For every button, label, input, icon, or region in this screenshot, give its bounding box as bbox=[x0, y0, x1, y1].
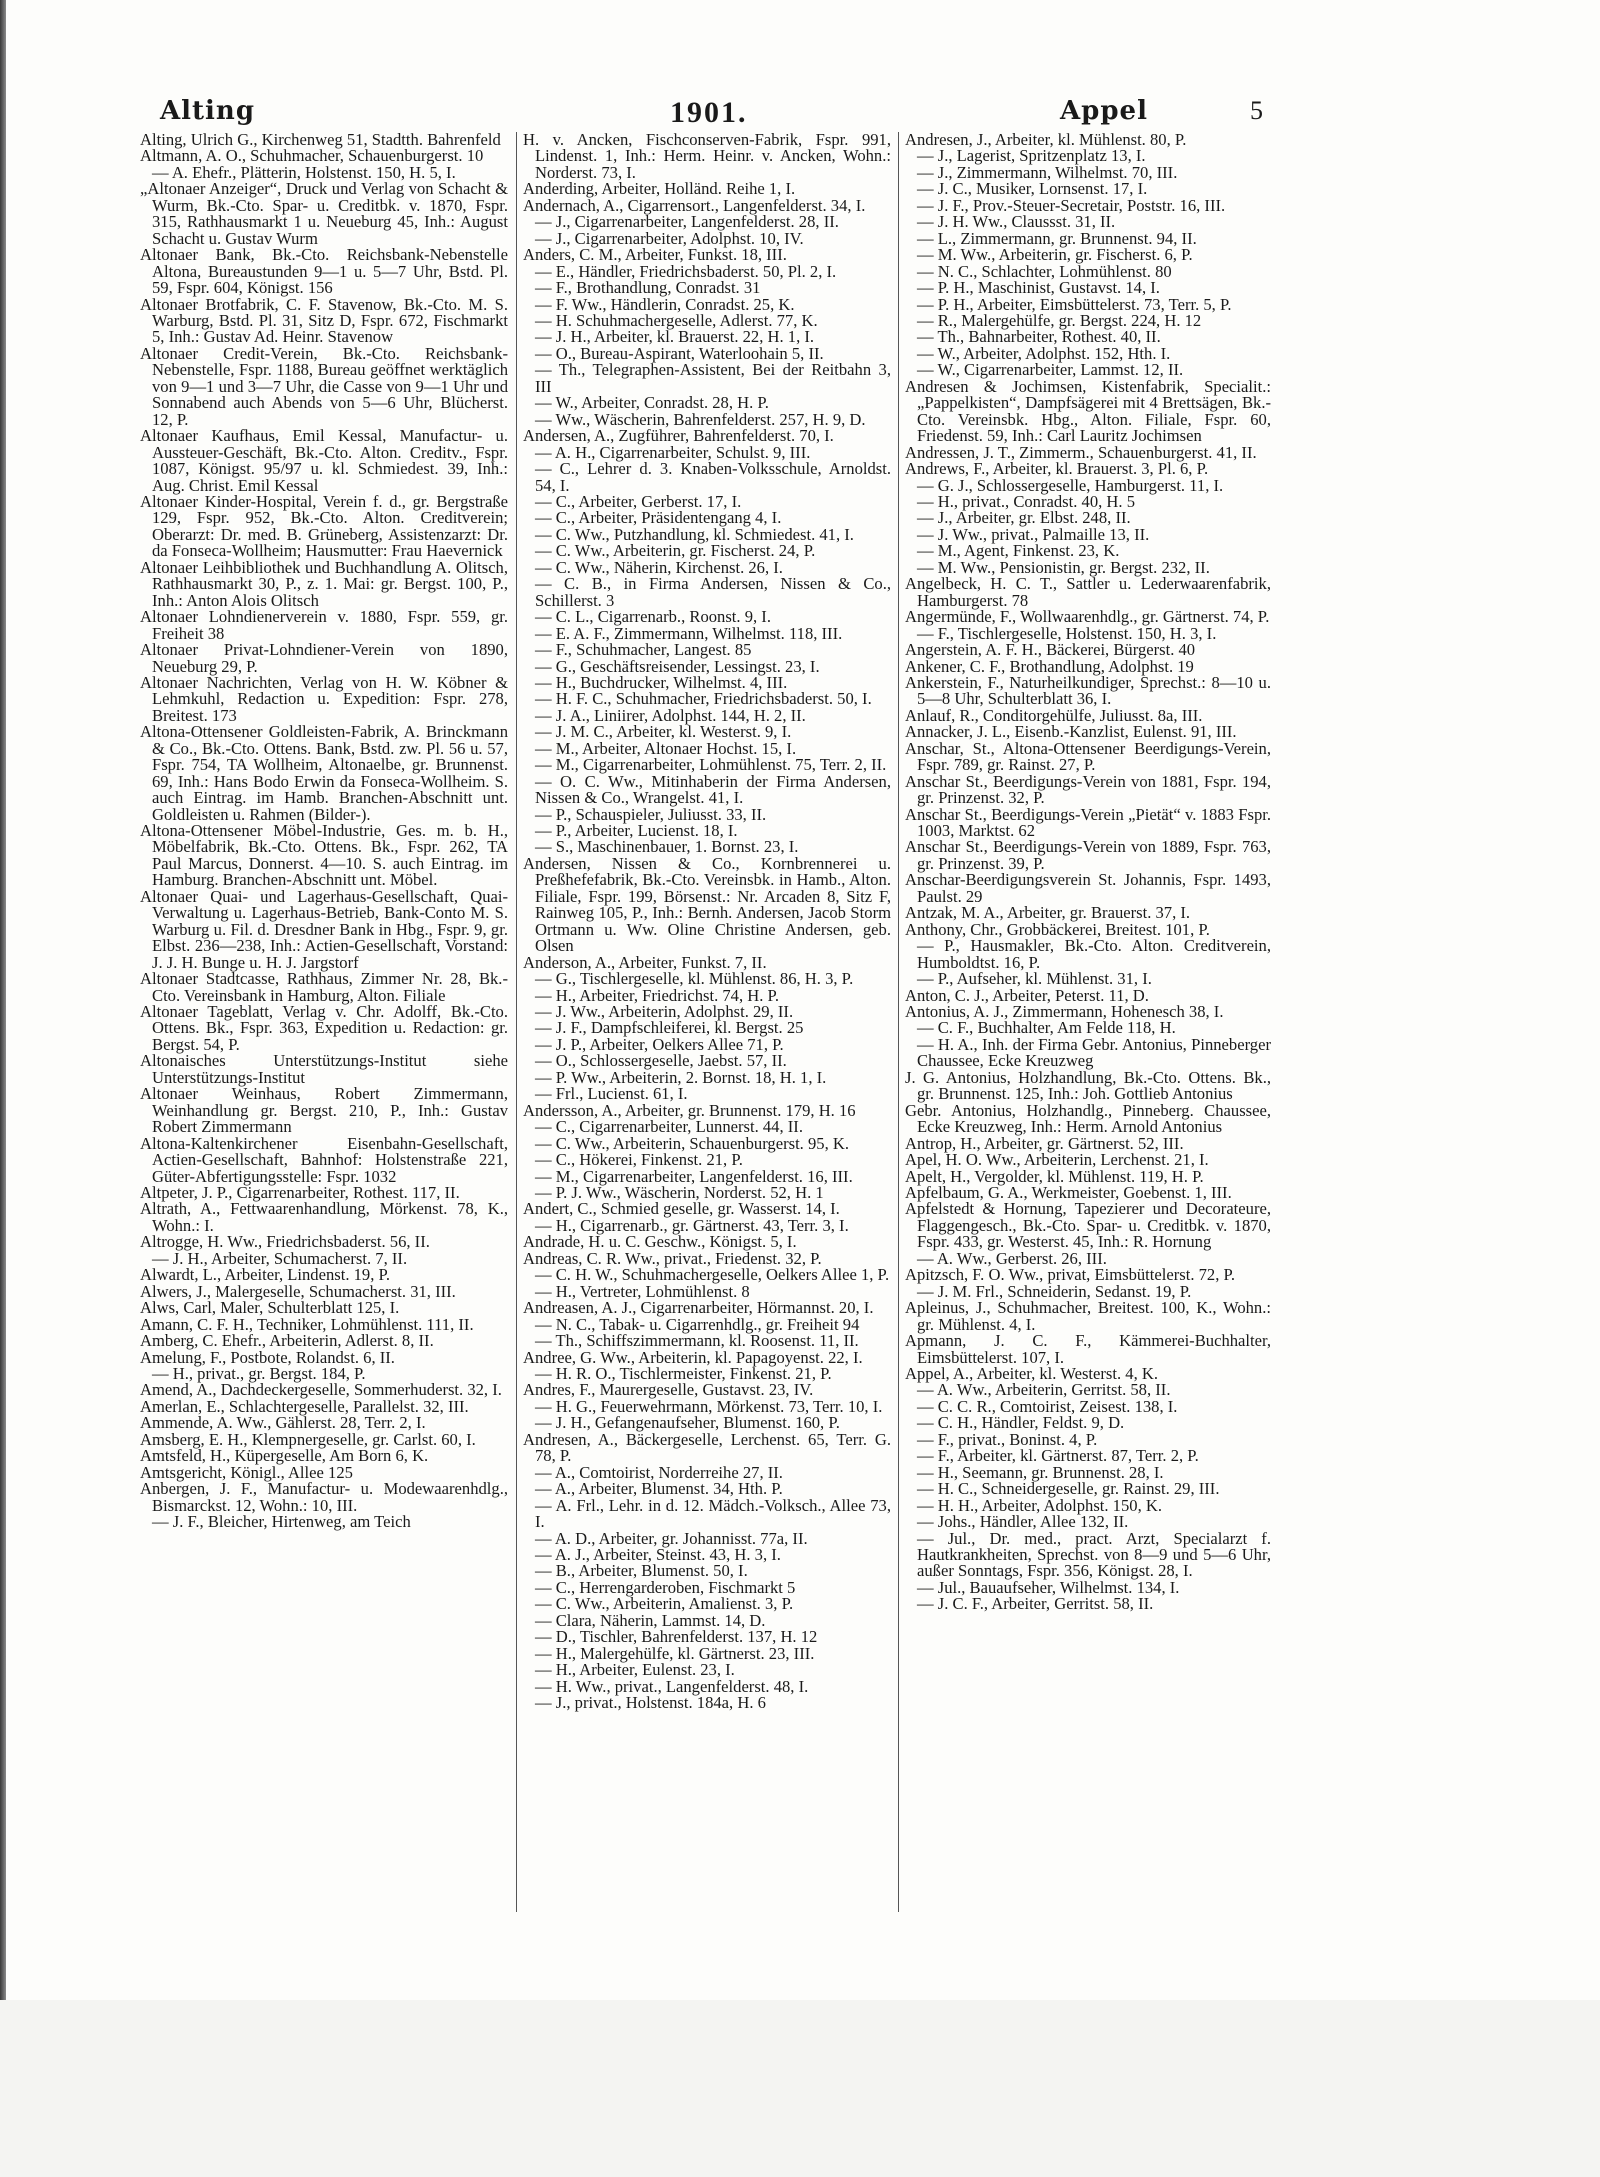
directory-entry: — Clara, Näherin, Lammst. 14, D. bbox=[535, 1610, 766, 1630]
directory-entry: — Th., Bahnarbeiter, Rothest. 40, II. bbox=[917, 327, 1161, 347]
directory-entry: Altonaer Credit-Verein, Bk.-Cto. Reichsbank-Nebenstelle, Fspr. 1188, Bureau geöffnet werktäglich von 9—1 und 3—7 Uhr, die Casse von 9—1 Uhr und Sonnabend auch Abends von 5—6 Uhr, Blücherst. 12, P. bbox=[140, 343, 508, 429]
directory-entry: Altonaer Lohndienerverein v. 1880, Fspr. 559, gr. Freiheit 38 bbox=[140, 607, 508, 643]
directory-entry: Anschar, St., Altona-Ottensener Beerdigungs-Verein, Fspr. 789, gr. Rainst. 27, P. bbox=[905, 738, 1271, 775]
directory-entry: — C., Lehrer d. 3. Knaben-Volksschule, Arnoldst. 54, I. bbox=[535, 459, 891, 495]
directory-entry: — H. R. O., Tischlermeister, Finkenst. 21, P. bbox=[535, 1363, 832, 1383]
directory-entry: Angelbeck, H. C. T., Sattler u. Lederwaarenfabrik, Hamburgerst. 78 bbox=[905, 574, 1271, 610]
directory-entry: Anlauf, R., Conditorgehülfe, Juliusst. 8a, III. bbox=[905, 705, 1203, 725]
directory-entry: — G. J., Schlossergeselle, Hamburgerst. 11, I. bbox=[917, 475, 1224, 495]
directory-entry: — C., Cigarrenarbeiter, Lunnerst. 44, II. bbox=[535, 1117, 803, 1137]
directory-entry: — A. Ehefr., Plätterin, Holstenst. 150, H. 5, I. bbox=[152, 162, 456, 182]
directory-entry: — Th., Telegraphen-Assistent, Bei der Reitbahn 3, III bbox=[535, 360, 891, 396]
directory-entry: — J. Ww., privat., Palmaille 13, II. bbox=[917, 524, 1150, 544]
directory-entry: Anton, C. J., Arbeiter, Peterst. 11, D. bbox=[905, 985, 1149, 1005]
directory-entry: Altonaer Brotfabrik, C. F. Stavenow, Bk.-Cto. M. S. Warburg, Bstd. Pl. 31, Sitz D, Fspr. 672, Fischmarkt 5, Inh.: Gustav Ad. Heinr. Stavenow bbox=[140, 294, 508, 347]
running-head-left: Alting bbox=[160, 96, 256, 126]
directory-entry: Gebr. Antonius, Holzhandlg., Pinneberg. Chaussee, Ecke Kreuzweg, Inh.: Herm. Arnold Antonius bbox=[905, 1100, 1271, 1137]
directory-entry: Altrath, A., Fettwaarenhandlung, Mörkenst. 78, K., Wohn.: I. bbox=[140, 1199, 508, 1235]
directory-entry: — H., Arbeiter, Friedrichst. 74, H. P. bbox=[535, 985, 780, 1005]
directory-entry: Altona-Kaltenkirchener Eisenbahn-Gesellschaft, Actien-Gesellschaft, Bahnhof: Holstenstraße 221, Güter-Abfertigungsstelle: Fspr. 1032 bbox=[140, 1133, 508, 1186]
directory-entry: — D., Tischler, Bahrenfelderst. 137, H. 12 bbox=[535, 1627, 818, 1647]
directory-entry: Andressen, J. T., Zimmerm., Schauenburgerst. 41, II. bbox=[905, 442, 1257, 462]
directory-column-middle bbox=[523, 132, 891, 1992]
directory-entry: — R., Malergehülfe, gr. Bergst. 224, H. 12 bbox=[917, 310, 1202, 330]
directory-entry: — M., Cigarrenarbeiter, Langenfelderst. 16, III. bbox=[535, 1166, 853, 1186]
directory-entry: — M. Ww., Arbeiterin, gr. Fischerst. 6, P. bbox=[917, 245, 1193, 265]
directory-entry: — Johs., Händler, Allee 132, II. bbox=[917, 1512, 1129, 1532]
directory-entry: — L., Zimmermann, gr. Brunnenst. 94, II. bbox=[917, 228, 1197, 248]
directory-entry: — J. F., Dampfschleiferei, kl. Bergst. 25 bbox=[535, 1018, 804, 1038]
directory-entry: — J. P., Arbeiter, Oelkers Allee 71, P. bbox=[535, 1034, 784, 1054]
directory-entry: — A. Ww., Gerberst. 26, III. bbox=[917, 1248, 1107, 1268]
directory-entry: — Jul., Bauaufseher, Wilhelmst. 134, I. bbox=[917, 1577, 1180, 1597]
directory-entry: Anderson, A., Arbeiter, Funkst. 7, II. bbox=[523, 952, 767, 972]
directory-entry: Andree, G. Ww., Arbeiterin, kl. Papagoyenst. 22, I. bbox=[523, 1347, 863, 1367]
directory-entry: — H. Schuhmachergeselle, Adlerst. 77, K. bbox=[535, 310, 818, 330]
directory-entry: — C., Arbeiter, Gerberst. 17, I. bbox=[535, 491, 742, 511]
directory-entry: — G., Geschäftsreisender, Lessingst. 23, I. bbox=[535, 656, 820, 676]
directory-entry: Ankener, C. F., Brothandlung, Adolphst. 19 bbox=[905, 656, 1194, 676]
directory-entry: Alwers, J., Malergeselle, Schumacherst. 31, III. bbox=[140, 1281, 456, 1301]
directory-entry: Apel, H. O. Ww., Arbeiterin, Lerchenst. 21, I. bbox=[905, 1150, 1209, 1170]
directory-entry: Altonaer Bank, Bk.-Cto. Reichsbank-Nebenstelle Altona, Bureaustunden 9—1 u. 5—7 Uhr, Bstd. Pl. 59, Fspr. 604, Königst. 156 bbox=[140, 245, 508, 298]
directory-entry: — J., Cigarrenarbeiter, Adolphst. 10, IV. bbox=[535, 228, 804, 248]
directory-entry: — C. F., Buchhalter, Am Felde 118, H. bbox=[917, 1018, 1176, 1038]
directory-entry: — Th., Schiffszimmermann, kl. Roosenst. 11, II. bbox=[535, 1331, 859, 1351]
directory-entry: Amtsgericht, Königl., Allee 125 bbox=[140, 1462, 353, 1482]
directory-entry: — J., Arbeiter, gr. Elbst. 248, II. bbox=[917, 508, 1131, 528]
directory-entry: — F. Ww., Händlerin, Conradst. 25, K. bbox=[535, 294, 795, 314]
directory-entry: — G., Tischlergeselle, kl. Mühlenst. 86, H. 3, P. bbox=[535, 969, 854, 989]
directory-entry: Andersson, A., Arbeiter, gr. Brunnenst. 179, H. 16 bbox=[523, 1100, 856, 1120]
directory-entry: — J. H., Arbeiter, Schumacherst. 7, II. bbox=[152, 1248, 408, 1268]
directory-entry: Amtsfeld, H., Küpergeselle, Am Born 6, K. bbox=[140, 1446, 429, 1466]
directory-column-left bbox=[140, 132, 508, 1992]
directory-entry: — H., privat., Conradst. 40, H. 5 bbox=[917, 491, 1136, 511]
directory-entry: — J. H., Arbeiter, kl. Brauerst. 22, H. 1, I. bbox=[535, 327, 815, 347]
directory-entry: — H. C., Schneidergeselle, gr. Rainst. 29, III. bbox=[917, 1479, 1220, 1499]
directory-entry: — J. F., Prov.-Steuer-Secretair, Poststr. 16, III. bbox=[917, 195, 1226, 215]
directory-entry: — A. D., Arbeiter, gr. Johannisst. 77a, II. bbox=[535, 1528, 808, 1548]
directory-entry: Andreas, C. R. Ww., privat., Friedenst. 32, P. bbox=[523, 1248, 822, 1268]
directory-entry: Altonaer Weinhaus, Robert Zimmermann, Weinhandlung gr. Bergst. 210, P., Inh.: Gustav Robert Zimmermann bbox=[140, 1084, 508, 1137]
directory-entry: — C. B., in Firma Andersen, Nissen & Co., Schillerst. 3 bbox=[535, 574, 891, 610]
directory-entry: J. G. Antonius, Holzhandlung, Bk.-Cto. Ottens. Bk., gr. Brunnenst. 125, Inh.: Joh. Gottlieb Antonius bbox=[905, 1067, 1271, 1104]
lower-scan-margin bbox=[0, 2000, 1600, 2177]
directory-entry: Apleinus, J., Schuhmacher, Breitest. 100, K., Wohn.: gr. Mühlenst. 4, I. bbox=[905, 1298, 1271, 1334]
directory-entry: — H. F. C., Schuhmacher, Friedrichsbaderst. 50, I. bbox=[535, 689, 872, 709]
directory-entry: Ammende, A. Ww., Gählerst. 28, Terr. 2, I. bbox=[140, 1413, 426, 1433]
directory-entry: — J., Cigarrenarbeiter, Langenfelderst. 28, II. bbox=[535, 212, 839, 232]
directory-entry: — J. H., Gefangenaufseher, Blumenst. 160, P. bbox=[535, 1413, 840, 1433]
directory-entry: Altonaer Nachrichten, Verlag von H. W. Köbner & Lehmkuhl, Redaction u. Expedition: Fspr. 278, Breitest. 173 bbox=[140, 672, 508, 725]
directory-entry: Apmann, J. C. F., Kämmerei-Buchhalter, Eimsbüttelerst. 107, I. bbox=[905, 1331, 1271, 1367]
page-header bbox=[140, 96, 1264, 129]
directory-column-right bbox=[905, 132, 1271, 1992]
directory-entry: Anschar St., Beerdigungs-Verein „Pietät“ v. 1883 Fspr. 1003, Marktst. 62 bbox=[905, 804, 1271, 841]
directory-entry: Appel, A., Arbeiter, kl. Westerst. 4, K. bbox=[905, 1363, 1159, 1383]
directory-entry: Andresen & Jochimsen, Kistenfabrik, Specialit.: „Pappelkisten“, Dampfsägerei mit 4 Brettsägen, Bk.-Cto. Vereinsbk. Hbg., Alton. Filiale, Fspr. 60, Friedenst. 59, Inh.: Carl Lauritz Jochimsen bbox=[905, 376, 1271, 446]
directory-entry: — M. Ww., Pensionistin, gr. Bergst. 232, II. bbox=[917, 557, 1210, 577]
directory-entry: Amelung, F., Postbote, Rolandst. 6, II. bbox=[140, 1347, 395, 1367]
directory-entry: — P., Arbeiter, Lucienst. 18, I. bbox=[535, 821, 738, 841]
directory-entry: — J. H. Ww., Claussst. 31, II. bbox=[917, 212, 1116, 232]
directory-entry: Altonaer Stadtcasse, Rathhaus, Zimmer Nr. 28, Bk.-Cto. Vereinsbank in Hamburg, Alton. Filiale bbox=[140, 969, 508, 1005]
directory-entry: Anderding, Arbeiter, Holländ. Reihe 1, I. bbox=[523, 179, 796, 199]
directory-entry: — P. Ww., Arbeiterin, 2. Bornst. 18, H. 1, I. bbox=[535, 1067, 827, 1087]
directory-entry: — F., Arbeiter, kl. Gärtnerst. 87, Terr. 2, P. bbox=[917, 1446, 1199, 1466]
directory-entry: — S., Maschinenbauer, 1. Bornst. 23, I. bbox=[535, 837, 799, 857]
directory-entry: Alwardt, L., Arbeiter, Lindenst. 19, P. bbox=[140, 1265, 391, 1285]
directory-entry: Anschar St., Beerdigungs-Verein von 1889, Fspr. 763, gr. Prinzenst. 39, P. bbox=[905, 837, 1271, 873]
directory-entry: — J., Lagerist, Spritzenplatz 13, I. bbox=[917, 146, 1146, 166]
directory-entry: — A. J., Arbeiter, Steinst. 43, H. 3, I. bbox=[535, 1544, 781, 1564]
directory-entry: — F., Tischlergeselle, Holstenst. 150, H. 3, I. bbox=[917, 623, 1217, 643]
directory-entry: Anschar-Beerdigungsverein St. Johannis, Fspr. 1493, Paulst. 29 bbox=[905, 870, 1271, 906]
directory-entry: — W., Arbeiter, Adolphst. 152, Hth. I. bbox=[917, 343, 1171, 363]
running-head-right: Appel bbox=[1060, 96, 1148, 126]
directory-entry: — Jul., Dr. med., pract. Arzt, Specialarzt f. Hautkrankheiten, Sprechst. von 8—9 und 5—6 Uhr, außer Sonntags, Fspr. 356, Königst. 28, I. bbox=[917, 1528, 1271, 1581]
directory-entry: Anthony, Chr., Grobbäckerei, Breitest. 101, P. bbox=[905, 919, 1210, 939]
directory-entry: — H., Buchdrucker, Wilhelmst. 4, III. bbox=[535, 672, 788, 692]
directory-entry: — W., Cigarrenarbeiter, Lammst. 12, II. bbox=[917, 360, 1184, 380]
directory-entry: Antonius, A. J., Zimmermann, Hohenesch 38, I. bbox=[905, 1002, 1224, 1022]
directory-entry: — H., Seemann, gr. Brunnenst. 28, I. bbox=[917, 1462, 1164, 1482]
directory-entry: — H. G., Feuerwehrmann, Mörkenst. 73, Terr. 10, I. bbox=[535, 1396, 883, 1416]
directory-entry: Altonaer Leihbibliothek und Buchhandlung A. Olitsch, Rathhausmarkt 30, P., z. 1. Mai: gr. Bergst. 100, P., Inh.: Anton Alois Olitsch bbox=[140, 557, 508, 610]
directory-entry: — M., Cigarrenarbeiter, Lohmühlenst. 75, Terr. 2, II. bbox=[535, 755, 887, 775]
directory-entry: — H. H., Arbeiter, Adolphst. 150, K. bbox=[917, 1495, 1162, 1515]
directory-entry: — A., Comtoirist, Norderreihe 27, II. bbox=[535, 1462, 783, 1482]
directory-entry: — J. F., Bleicher, Hirtenweg, am Teich bbox=[152, 1512, 411, 1532]
directory-entry: — C. H. W., Schuhmachergeselle, Oelkers Allee 1, P. bbox=[535, 1265, 890, 1285]
directory-entry: — C. H., Händler, Feldst. 9, D. bbox=[917, 1413, 1125, 1433]
directory-entry: — H., Malergehülfe, kl. Gärtnerst. 23, III. bbox=[535, 1643, 815, 1663]
directory-entry: — H. A., Inh. der Firma Gebr. Antonius, Pinneberger Chaussee, Ecke Kreuzweg bbox=[917, 1034, 1271, 1071]
directory-entry: Andrews, F., Arbeiter, kl. Brauerst. 3, Pl. 6, P. bbox=[905, 459, 1209, 479]
directory-entry: Altonaer Kinder-Hospital, Verein f. d., gr. Bergstraße 129, Fspr. 952, Bk.-Cto. Alton. Creditverein; Oberarzt: Dr. med. B. Grüneberg, Assistenzarzt: Dr. da Fonseca-Wollheim; Hausmutter: Frau Haevernick bbox=[140, 491, 508, 561]
directory-entry: — J. Ww., Arbeiterin, Adolphst. 29, II. bbox=[535, 1002, 794, 1022]
directory-entry: — Ww., Wäscherin, Bahrenfelderst. 257, H. 9, D. bbox=[535, 409, 866, 429]
directory-entry: — C. C. R., Comtoirist, Zeisest. 138, I. bbox=[917, 1396, 1178, 1416]
directory-entry: — C. Ww., Arbeiterin, Amalienst. 3, P. bbox=[535, 1594, 794, 1614]
directory-entry: Alting, Ulrich G., Kirchenweg 51, Stadtth. Bahrenfeld bbox=[140, 132, 501, 149]
directory-entry: Alws, Carl, Maler, Schulterblatt 125, I. bbox=[140, 1298, 400, 1318]
directory-entry: — J. A., Liniirer, Adolphst. 144, H. 2, II. bbox=[535, 705, 806, 725]
directory-entry: — J. C. F., Arbeiter, Gerritst. 58, II. bbox=[917, 1594, 1154, 1614]
directory-entry: — H., Cigarrenarb., gr. Gärtnerst. 43, Terr. 3, I. bbox=[535, 1215, 849, 1235]
directory-entry: — H., Vertreter, Lohmühlenst. 8 bbox=[535, 1281, 750, 1301]
directory-entry: — C. Ww., Arbeiterin, gr. Fischerst. 24, P. bbox=[535, 541, 816, 561]
directory-entry: Amerlan, E., Schlachtergeselle, Parallelst. 32, III. bbox=[140, 1396, 469, 1416]
directory-entry: — C. Ww., Näherin, Kirchenst. 26, I. bbox=[535, 557, 783, 577]
directory-entry: — B., Arbeiter, Blumenst. 50, I. bbox=[535, 1561, 748, 1581]
directory-entry: — E. A. F., Zimmermann, Wilhelmst. 118, III. bbox=[535, 623, 843, 643]
directory-entry: — A. Frl., Lehr. in d. 12. Mädch.-Volksch., Allee 73, I. bbox=[535, 1495, 891, 1532]
directory-entry: Amann, C. F. H., Techniker, Lohmühlenst. 111, II. bbox=[140, 1314, 474, 1334]
running-head-year: 1901. bbox=[670, 96, 748, 129]
directory-entry: — P. H., Maschinist, Gustavst. 14, I. bbox=[917, 278, 1160, 298]
directory-entry: — H., privat., gr. Bergst. 184, P. bbox=[152, 1363, 366, 1383]
directory-entry: — H. Ww., privat., Langenfelderst. 48, I. bbox=[535, 1676, 809, 1696]
directory-entry: Andresen, A., Bäckergeselle, Lerchenst. 65, Terr. G. 78, P. bbox=[523, 1429, 891, 1466]
directory-entry: — C., Herrengarderoben, Fischmarkt 5 bbox=[535, 1577, 796, 1597]
directory-entry: Altona-Ottensener Möbel-Industrie, Ges. m. b. H., Möbelfabrik, Bk.-Cto. Ottens. Bk., Fspr. 262, TA Paul Marcus, Donnerst. 4—10. S. auch Eintrag. im Hamburg. Branchen-Abschnitt unt. Möbel. bbox=[140, 821, 508, 890]
directory-entry: Altonaer Tageblatt, Verlag v. Chr. Adolff, Bk.-Cto. Ottens. Bk., Fspr. 363, Expedition u. Redaction: gr. Bergst. 54, P. bbox=[140, 1002, 508, 1054]
directory-entry: Anbergen, J. F., Manufactur- u. Modewaarenhdlg., Bismarckst. 12, Wohn.: 10, III. bbox=[140, 1479, 508, 1515]
directory-entry: Altona-Ottensener Goldleisten-Fabrik, A. Brinckmann & Co., Bk.-Cto. Ottens. Bank, Bstd. zw. Pl. 56 u. 57, Fspr. 754, TA Wollheim, Altonaelbe, gr. Brunnenst. 69, Inh.: Hans Bodo Erwin da Fonseca-Wollheim. S. auch Eintrag. im Hamb. Branchen-Abschnitt unt. Goldleisten u. Rahmen (Bilder-). bbox=[140, 722, 508, 824]
directory-entry: — F., Schuhmacher, Langest. 85 bbox=[535, 640, 752, 660]
directory-entry: Altonaer Quai- und Lagerhaus-Gesellschaft, Quai-Verwaltung u. Lagerhaus-Betrieb, Bank-Conto M. S. Warburg u. Fil. d. Dresdner Bank in Hbg., Fspr. 9, gr. Elbst. 236—238, Inh.: Actien-Gesellschaft, Vorstand: J. J. H. Bunge u. H. J. Jargstorf bbox=[140, 886, 508, 972]
page-number: 5 bbox=[1250, 96, 1264, 125]
directory-entry: — C., Arbeiter, Präsidentengang 4, I. bbox=[535, 508, 782, 528]
directory-entry: — C. Ww., Arbeiterin, Schauenburgerst. 95, K. bbox=[535, 1133, 850, 1153]
directory-entry: — Frl., Lucienst. 61, I. bbox=[535, 1084, 688, 1104]
directory-entry: — P., Aufseher, kl. Mühlenst. 31, I. bbox=[917, 969, 1152, 989]
directory-entry: — M., Agent, Finkenst. 23, K. bbox=[917, 541, 1120, 561]
directory-entry: Andersen, Nissen & Co., Kornbrennerei u. Preßhefefabrik, Bk.-Cto. Vereinsbk. in Hamb., Alton. Filiale, Fspr. 199, Börsenst.: Nr. Arcaden 8, Sitz F, Rainweg 105, P., Inh.: Bernh. Andersen, Jacob Storm Ortmann u. Ww. Oline Christine Andersen, geb. Olsen bbox=[523, 853, 891, 956]
directory-entry: — C. L., Cigarrenarb., Roonst. 9, I. bbox=[535, 607, 771, 627]
directory-entry: Andernach, A., Cigarrensort., Langenfelderst. 34, I. bbox=[523, 195, 866, 215]
directory-entry: — J. M. C., Arbeiter, kl. Westerst. 9, I. bbox=[535, 722, 792, 742]
directory-entry: — N. C., Schlachter, Lohmühlenst. 80 bbox=[917, 261, 1172, 281]
directory-entry: Anders, C. M., Arbeiter, Funkst. 18, III. bbox=[523, 245, 787, 265]
directory-entry: — F., Brothandlung, Conradst. 31 bbox=[535, 278, 761, 298]
directory-entry: — C., Hökerei, Finkenst. 21, P. bbox=[535, 1150, 743, 1170]
directory-entry: Apfelbaum, G. A., Werkmeister, Goebenst. 1, III. bbox=[905, 1183, 1232, 1202]
directory-entry: — H., Arbeiter, Eulenst. 23, I. bbox=[535, 1660, 735, 1680]
directory-entry: — P. J. Ww., Wäscherin, Norderst. 52, H. 1 bbox=[535, 1183, 824, 1202]
directory-entry: Apelt, H., Vergolder, kl. Mühlenst. 119, H. P. bbox=[905, 1166, 1204, 1186]
directory-entry: Amberg, C. Ehefr., Arbeiterin, Adlerst. 8, II. bbox=[140, 1331, 434, 1351]
directory-entry: Angerstein, A. F. H., Bäckerei, Bürgerst. 40 bbox=[905, 640, 1196, 660]
directory-entry: Altonaisches Unterstützungs-Institut siehe Unterstützungs-Institut bbox=[140, 1051, 508, 1087]
directory-entry: — P., Hausmakler, Bk.-Cto. Alton. Creditverein, Humboldtst. 16, P. bbox=[917, 936, 1271, 972]
directory-entry: Annacker, J. L., Eisenb.-Kanzlist, Eulenst. 91, III. bbox=[905, 722, 1237, 742]
directory-entry: Andert, C., Schmied geselle, gr. Wasserst. 14, I. bbox=[523, 1199, 840, 1219]
directory-entry: Andreasen, A. J., Cigarrenarbeiter, Hörmannst. 20, I. bbox=[523, 1298, 874, 1318]
directory-entry: Andres, F., Maurergeselle, Gustavst. 23, IV. bbox=[523, 1380, 814, 1400]
directory-entry: — J. M. Frl., Schneiderin, Sedanst. 19, P. bbox=[917, 1281, 1192, 1301]
directory-entry: — A. Ww., Arbeiterin, Gerritst. 58, II. bbox=[917, 1380, 1171, 1400]
directory-entry: Anschar St., Beerdigungs-Verein von 1881, Fspr. 194, gr. Prinzenst. 32, P. bbox=[905, 771, 1271, 808]
directory-entry: Amsberg, E. H., Klempnergeselle, gr. Carlst. 60, I. bbox=[140, 1429, 476, 1449]
directory-entry: — E., Händler, Friedrichsbaderst. 50, Pl. 2, I. bbox=[535, 261, 837, 281]
directory-entry: Andrade, H. u. C. Geschw., Königst. 5, I. bbox=[523, 1232, 797, 1252]
directory-entry: Altmann, A. O., Schuhmacher, Schauenburgerst. 10 bbox=[140, 146, 484, 166]
directory-entry: — M., Arbeiter, Altonaer Hochst. 15, I. bbox=[535, 738, 797, 758]
column-divider bbox=[516, 132, 517, 1912]
directory-entry: — C. Ww., Putzhandlung, kl. Schmiedest. 41, I. bbox=[535, 524, 854, 544]
directory-entry: — A. H., Cigarrenarbeiter, Schulst. 9, III. bbox=[535, 442, 811, 462]
directory-entry: — W., Arbeiter, Conradst. 28, H. P. bbox=[535, 393, 769, 413]
column-divider bbox=[898, 132, 899, 1912]
directory-entry: Amend, A., Dachdeckergeselle, Sommerhuderst. 32, I. bbox=[140, 1380, 502, 1400]
directory-entry: — O. C. Ww., Mitinhaberin der Firma Andersen, Nissen & Co., Wrangelst. 41, I. bbox=[535, 771, 891, 808]
directory-entry: Antzak, M. A., Arbeiter, gr. Brauerst. 37, I. bbox=[905, 903, 1191, 923]
directory-entry: — O., Schlossergeselle, Jaebst. 57, II. bbox=[535, 1051, 787, 1071]
directory-entry: — J. C., Musiker, Lornsenst. 17, I. bbox=[917, 179, 1148, 199]
directory-entry: — J., privat., Holstenst. 184a, H. 6 bbox=[535, 1693, 766, 1713]
directory-entry: Andresen, J., Arbeiter, kl. Mühlenst. 80, P. bbox=[905, 132, 1187, 149]
directory-entry: — J., Zimmermann, Wilhelmst. 70, III. bbox=[917, 162, 1178, 182]
directory-entry: Altonaer Privat-Lohndiener-Verein von 1890, Neueburg 29, P. bbox=[140, 640, 508, 676]
directory-entry: Altonaer Kaufhaus, Emil Kessal, Manufactur- u. Aussteuer-Geschäft, Bk.-Cto. Alton. Creditv., Fspr. 1087, Königst. 95/97 u. kl. Schmiedest. 39, Inh.: Aug. Christ. Emil Kessal bbox=[140, 426, 508, 495]
directory-entry: Ankerstein, F., Naturheilkundiger, Sprechst.: 8—10 u. 5—8 Uhr, Schulterblatt 36, I. bbox=[905, 672, 1271, 709]
directory-entry: — O., Bureau-Aspirant, Waterloohain 5, II. bbox=[535, 343, 824, 363]
directory-entry: Altpeter, J. P., Cigarrenarbeiter, Rothest. 117, II. bbox=[140, 1183, 460, 1202]
directory-entry: Altrogge, H. Ww., Friedrichsbaderst. 56, II. bbox=[140, 1232, 430, 1252]
directory-entry: H. v. Ancken, Fischconserven-Fabrik, Fspr. 991, Lindenst. 1, Inh.: Herm. Heinr. v. Ancken, Wohn.: Norderst. 73, I. bbox=[523, 132, 891, 182]
directory-entry: — N. C., Tabak- u. Cigarrenhdlg., gr. Freiheit 94 bbox=[535, 1314, 860, 1334]
directory-entry: „Altonaer Anzeiger“, Druck und Verlag von Schacht & Wurm, Bk.-Cto. Spar- u. Creditbk. v. 1870, Fspr. 315, Rathhausmarkt 1 u. Neueburg 45, Inh.: August Schacht u. Gustav Wurm bbox=[140, 179, 508, 248]
directory-entry: — P., Schauspieler, Juliusst. 33, II. bbox=[535, 804, 767, 824]
directory-entry: — F., privat., Boninst. 4, P. bbox=[917, 1429, 1098, 1449]
directory-entry: Angermünde, F., Wollwaarenhdlg., gr. Gärtnerst. 74, P. bbox=[905, 607, 1270, 627]
directory-entry: Antrop, H., Arbeiter, gr. Gärtnerst. 52, III. bbox=[905, 1133, 1184, 1153]
directory-entry: Apfelstedt & Hornung, Tapezierer und Decorateure, Flaggengesch., Bk.-Cto. Spar- u. Creditbk. v. 1870, Fspr. 433, gr. Westerst. 45, Inh.: R. Hornung bbox=[905, 1199, 1271, 1252]
directory-entry: — A., Arbeiter, Blumenst. 34, Hth. P. bbox=[535, 1479, 783, 1499]
directory-entry: — P. H., Arbeiter, Eimsbüttelerst. 73, Terr. 5, P. bbox=[917, 294, 1232, 314]
directory-entry: Apitzsch, F. O. Ww., privat, Eimsbüttelerst. 72, P. bbox=[905, 1265, 1236, 1285]
directory-entry: Andersen, A., Zugführer, Bahrenfelderst. 70, I. bbox=[523, 426, 834, 446]
